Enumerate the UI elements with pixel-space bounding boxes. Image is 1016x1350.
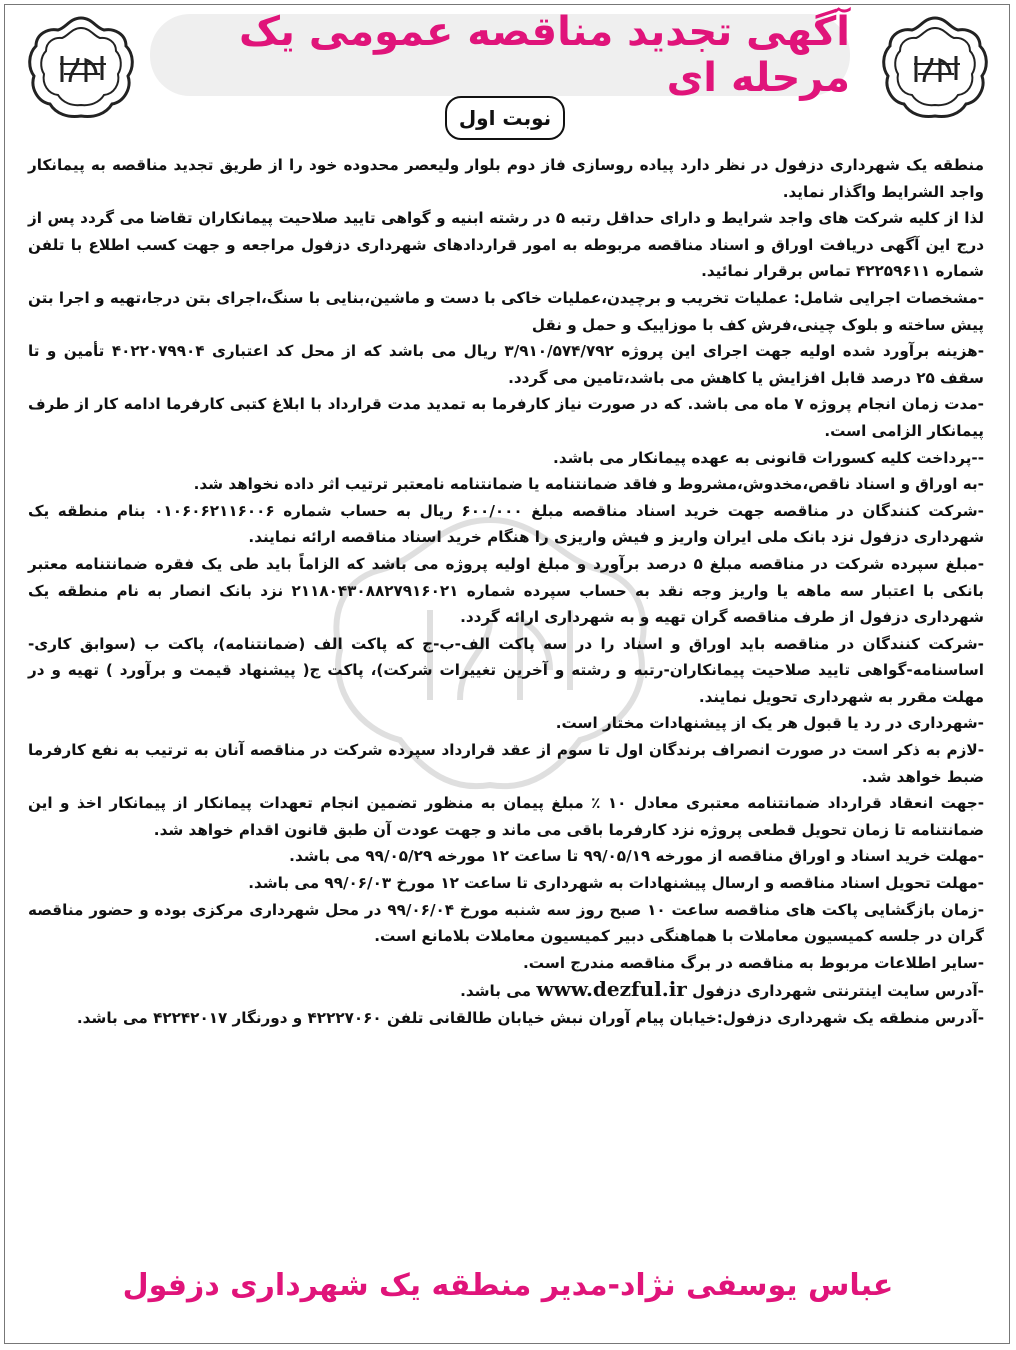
website-prefix: -آدرس سایت اینترنتی شهرداری دزفول	[692, 982, 984, 1001]
paragraph: -جهت انعقاد قرارداد ضمانتنامه معتبری معادل ۱۰ ٪ مبلغ پیمان به منظور تضمین انجام تعهدات پیمانکار از پیمانکار اخذ و این ضمانتنامه تا زمان تحویل قطعی پروژه نزد کارفرما باقی می ماند و جهت عودت آن طبق قانون اقدام خواهد شد.	[28, 794, 985, 839]
paragraph: -شرکت کنندگان در مناقصه باید اوراق و اسناد را در سه پاکت الف-ب-ج که پاکت الف (ضمانتنامه)، پاکت ب (سوابق کاری-اساسنامه-گواهی تایید صلاحیت پیمانکاران-رتبه و رشته و آخرین تغییرات شرکت)، پاکت ج( پیشنهاد قیمت و برآورد ) تهیه و در مهلت مقرر به شهرداری تحویل نمایند.	[28, 634, 984, 706]
page-title: آگهی تجدید مناقصه عمومی یک مرحله ای	[238, 9, 850, 101]
paragraph: لذا از کلیه شرکت های واجد شرایط و دارای حداقل رتبه ۵ در رشته ابنیه و گواهی تایید صلاحیت پیمانکاران تقاضا می گردد پس از درج این آگهی دریافت اوراق و اسناد مناقصه مربوطه به امور قراردادهای شهرداری دزفول مراجعه و جهت کسب اطلاع با تلفن شماره ۴۲۲۵۹۶۱۱ تماس برقرار نمائید.	[28, 209, 984, 281]
paragraph: -مدت زمان انجام پروژه ۷ ماه می باشد. که در صورت نیاز کارفرما به تمدید مدت قرارداد با ابلاغ کتبی کارفرما ادامه کار از طرف پیمانکار الزامی است.	[28, 395, 984, 440]
website-line	[28, 976, 984, 1005]
paragraph: -مهلت تحویل اسناد مناقصه و ارسال پیشنهادات به شهرداری تا ساعت ۱۲ مورخ ۹۹/۰۶/۰۳ می باشد.	[248, 874, 984, 893]
paragraph: -لازم به ذکر است در صورت انصراف برندگان اول تا سوم از عقد قرارداد سپرده شرکت در مناقصه آنان به ترتیب به نفع کارفرما ضبط خواهد شد.	[28, 741, 984, 786]
paragraph: -شهرداری در رد یا قبول هر یک از پیشنهادات مختار است.	[555, 714, 984, 733]
paragraph: -سایر اطلاعات مربوط به مناقصه در برگ مناقصه مندرج است.	[523, 953, 984, 972]
website-suffix: می باشد.	[460, 982, 532, 1001]
paragraph: -مهلت خرید اسناد و اوراق مناقصه از مورخه ۹۹/۰۵/۱۹ تا ساعت ۱۲ مورخه ۹۹/۰۵/۲۹ می باشد.	[289, 847, 984, 866]
title-banner	[150, 9, 850, 101]
signature: عباس یوسفی نژاد-مدیر منطقه یک شهرداری دزفول	[122, 1268, 894, 1303]
paragraph: --پرداخت کلیه کسورات قانونی به عهده پیمانکار می باشد.	[553, 448, 984, 467]
paragraph: -زمان بازگشایی پاکت های مناقصه ساعت ۱۰ صبح روز سه شنبه مورخ ۹۹/۰۶/۰۴ در محل شهرداری مرکزی بوده و حضور مناقصه گران در جلسه کمیسیون معاملات با هماهنگی دبیر کمیسیون معاملات بلامانع است.	[28, 900, 985, 946]
municipality-logo-left	[22, 12, 140, 122]
paragraph: -شرکت کنندگان در مناقصه جهت خرید اسناد مناقصه مبلغ ۶۰۰/۰۰۰ ریال به حساب شماره ۰۱۰۶۰۶۲۱۱۶۰۰۶ بنام منطقه یک شهرداری دزفول نزد بانک ملی ایران واریز و فیش واریزی را هنگام خرید اسناد مناقصه ارائه نمایند.	[28, 501, 984, 547]
paragraph: -مشخصات اجرایی شامل: عملیات تخریب و برچیدن،عملیات خاکی با دست و ماشین،بنایی با سنگ،اجرای بتن درجا،تهیه و اجرا بتن پیش ساخته و بلوک چینی،فرش کف با موزاییک و حمل و نقل	[28, 288, 984, 334]
paragraph: -به اوراق و اسناد ناقص،مخدوش،مشروط و فاقد ضمانتنامه یا ضمانتنامه نامعتبر ترتیب اثر داده نخواهد شد.	[193, 475, 984, 494]
paragraph: -مبلغ سپرده شرکت در مناقصه مبلغ ۵ درصد برآورد و مبلغ اولیه پروژه می باشد که الزاماً باید طی یک فقره ضمانتنامه معتبر بانکی با اعتبار سه ماهه یا واریز وجه نقد به حساب سپرده شماره ۲۱۱۸۰۴۳۰۸۸۲۷۹۱۶۰۲۱ نزد بانک انصار به نام منطقه یک شهرداری دزفول از طرف مناقصه گران تهیه و به شهرداری ارائه گردد.	[28, 554, 984, 627]
announcement-body	[28, 152, 984, 1032]
municipality-logo-right	[876, 12, 994, 122]
website-link[interactable]: www.dezful.ir	[536, 977, 687, 1002]
address-paragraph: -آدرس منطقه یک شهرداری دزفول:خیابان پیام آوران نبش خیابان طالقانی تلفن ۴۲۲۲۷۰۶۰ و دورنگار ۴۲۲۴۲۰۱۷ می باشد.	[76, 1009, 984, 1027]
paragraph: منطقه یک شهرداری دزفول در نظر دارد پیاده روسازی فاز دوم بلوار ولیعصر محدوده خود را از طریق تجدید مناقصه به پیمانکار واجد الشرایط واگذار نماید.	[28, 156, 984, 201]
paragraph: -هزینه برآورد شده اولیه جهت اجرای این پروژه ۳/۹۱۰/۵۷۴/۷۹۲ ریال می باشد که از محل کد اعتباری ۴۰۲۲۰۷۹۹۰۴ تأمین و تا سقف ۲۵ درصد قابل افزایش یا کاهش می باشد،تامین می گردد.	[28, 342, 984, 387]
round-badge: نوبت اول	[445, 96, 565, 140]
